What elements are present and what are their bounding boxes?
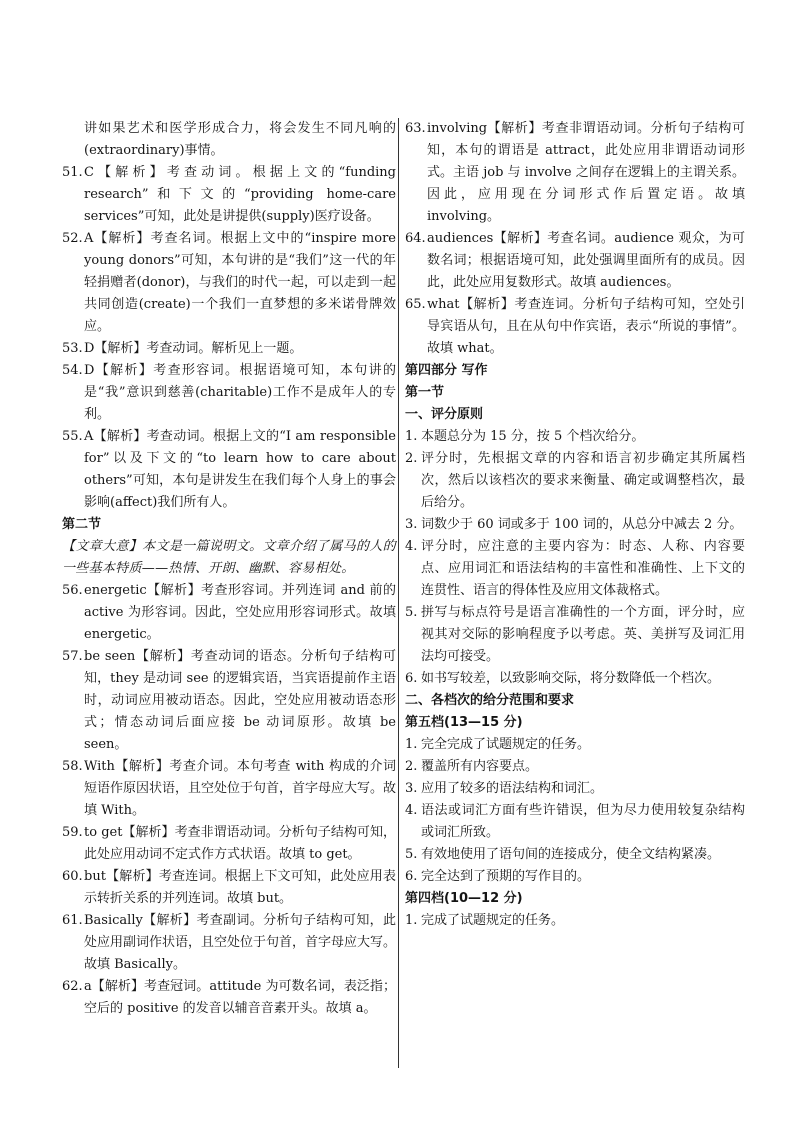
answer-item	[62, 338, 396, 360]
answer-item	[62, 162, 396, 228]
item-number: 64.	[405, 231, 426, 246]
criteria-item	[405, 778, 745, 800]
item-text: Basically【解析】考查副词。分析句子结构可知，此处应用副词作状语，且空处位于句首，首字母应大写。故填 Basically。	[84, 913, 397, 972]
item-text: 评分时，应注意的主要内容为：时态、人称、内容要点、应用词汇和语法结构的丰富性和准确性、上下文的连贯性、语言的得体性及应用文体裁格式。	[421, 539, 745, 598]
answer-item	[405, 118, 745, 228]
item-text: 词数少于 60 词或多于 100 词的，从总分中减去 2 分。	[421, 517, 743, 532]
levels-heading: 二、各档次的给分范围和要求	[405, 693, 575, 708]
answer-item	[62, 228, 396, 338]
item-text: 如书写较差，以致影响交际，将分数降低一个档次。	[421, 671, 721, 686]
answer-item	[405, 228, 745, 294]
item-text: C【解析】考查动词。根据上文的“funding research”和下文的“providing home-care services”可知，此处是讲提供(supply)医疗设备。	[84, 165, 396, 224]
principle-item	[405, 668, 745, 690]
item-text: A【解析】考查动词。根据上文的“I am responsible for”以及下文的“to learn how to care about others”可知，本句是讲发生在我们每个人身上的事会影响(affect)我们所有人。	[84, 429, 396, 510]
item-text: audiences【解析】考查名词。audience 观众，为可数名词；根据语境可知，此处强调里面所有的成员。因此，此处应用复数形式。故填 audiences。	[427, 231, 745, 290]
criteria-item	[405, 734, 745, 756]
column-divider	[398, 118, 399, 1068]
item-text: D【解析】考查动词。解析见上一题。	[84, 341, 303, 356]
item-text: 拼写与标点符号是语言准确性的一个方面，评分时，应视其对交际的影响程度予以考虑。英、美拼写及词汇用法均可接受。	[421, 605, 745, 664]
item-number: 3.	[405, 517, 418, 532]
item-number: 61.	[62, 913, 83, 928]
item-number: 57.	[62, 649, 83, 664]
criteria-item	[405, 800, 745, 844]
right-column	[405, 118, 745, 932]
answer-item	[62, 580, 396, 646]
item-number: 59.	[62, 825, 83, 840]
item-text: 应用了较多的语法结构和词汇。	[421, 781, 604, 796]
principles-heading: 一、评分原则	[405, 407, 484, 422]
answer-item	[62, 360, 396, 426]
item-number: 6.	[405, 671, 418, 686]
item-number: 60.	[62, 869, 83, 884]
item-number: 52.	[62, 231, 83, 246]
item-number: 2.	[405, 451, 418, 466]
answer-item	[62, 646, 396, 756]
criteria-item	[405, 910, 745, 932]
item-number: 6.	[405, 869, 418, 884]
item-text: 语法或词汇方面有些许错误，但为尽力使用较复杂结构或词汇所致。	[421, 803, 745, 840]
item-text: 完全完成了试题规定的任务。	[421, 737, 591, 752]
answer-item	[62, 976, 396, 1020]
item-text: 评分时，先根据文章的内容和语言初步确定其所属档次，然后以该档次的要求来衡量、确定或调整档次，最后给分。	[421, 451, 745, 510]
item-number: 1.	[405, 913, 418, 928]
item-text: 覆盖所有内容要点。	[421, 759, 539, 774]
level-5-title: 第五档(13—15 分)	[405, 715, 523, 730]
item-text: 有效地使用了语句间的连接成分，使全文结构紧凑。	[421, 847, 721, 862]
item-text: a【解析】考查冠词。attitude 为可数名词，表泛指；空后的 positive 的发音以辅音音素开头。故填 a。	[84, 979, 396, 1016]
article-summary: 【文章大意】本文是一篇说明文。文章介绍了属马的人的一些基本特质——热情、开朗、幽默、容易相处。	[62, 539, 396, 576]
answer-item	[405, 294, 745, 360]
item-text: 完全达到了预期的写作目的。	[421, 869, 591, 884]
item-text: A【解析】考查名词。根据上文中的“inspire more young donors”可知，本句讲的是“我们”这一代的年轻捐赠者(donor)，与我们的时代一起，可以走到一起共同创造(create)一个我们一直梦想的多米诺骨牌效应。	[84, 231, 396, 334]
principle-item	[405, 602, 745, 668]
item-number: 4.	[405, 803, 418, 818]
answer-item	[62, 910, 396, 976]
item-text: be seen【解析】考查动词的语态。分析句子结构可知，they 是动词 see 的逻辑宾语，当宾语提前作主语时，动词应用被动语态。因此，空处应用被动语态形式；情态动词后面应接 be 动词原形。故填 be seen。	[84, 649, 396, 752]
item-number: 56.	[62, 583, 83, 598]
principle-item	[405, 514, 745, 536]
principle-item	[405, 426, 745, 448]
item-number: 65.	[405, 297, 426, 312]
answer-item	[62, 426, 396, 514]
criteria-item	[405, 756, 745, 778]
item-number: 51.	[62, 165, 83, 180]
left-column	[62, 118, 396, 1020]
continued-paragraph: 讲如果艺术和医学形成合力，将会发生不同凡响的(extraordinary)事情。	[84, 121, 396, 158]
item-number: 63.	[405, 121, 426, 136]
principle-item	[405, 536, 745, 602]
level-4-title: 第四档(10—12 分)	[405, 891, 523, 906]
criteria-item	[405, 866, 745, 888]
item-text: With【解析】考查介词。本句考查 with 构成的介词短语作原因状语，且空处位于句首，首字母应大写。故填 With。	[84, 759, 397, 818]
item-number: 1.	[405, 429, 418, 444]
item-number: 4.	[405, 539, 418, 554]
item-number: 3.	[405, 781, 418, 796]
answer-item	[62, 756, 396, 822]
item-number: 54.	[62, 363, 83, 378]
answer-item	[62, 866, 396, 910]
item-number: 2.	[405, 759, 418, 774]
item-number: 55.	[62, 429, 83, 444]
item-number: 62.	[62, 979, 83, 994]
item-text: energetic【解析】考查形容词。并列连词 and 前的 active 为形容词。因此，空处应用形容词形式。故填 energetic。	[84, 583, 396, 642]
section-1-title: 第一节	[405, 385, 445, 400]
item-text: 完成了试题规定的任务。	[421, 913, 565, 928]
item-text: involving【解析】考查非谓语动词。分析句子结构可知，本句的谓语是 attract，此处应用非谓语动词形式。主语 job 与 involve 之间存在逻辑上的主谓关系。因此，应用现在分词形式作后置定语。故填 involving。	[427, 121, 745, 224]
item-number: 5.	[405, 605, 418, 620]
item-text: 本题总分为 15 分，按 5 个档次给分。	[421, 429, 645, 444]
section-2-title: 第二节	[62, 517, 102, 532]
item-number: 53.	[62, 341, 83, 356]
answer-item	[62, 822, 396, 866]
item-text: to get【解析】考查非谓语动词。分析句子结构可知，此处应用动词不定式作方式状语。故填 to get。	[84, 825, 396, 862]
item-number: 1.	[405, 737, 418, 752]
item-text: but【解析】考查连词。根据上下文可知，此处应用表示转折关系的并列连词。故填 but。	[84, 869, 396, 906]
part-4-title: 第四部分 写作	[405, 363, 488, 378]
principle-item	[405, 448, 745, 514]
item-text: what【解析】考查连词。分析句子结构可知，空处引导宾语从句，且在从句中作宾语，表示“所说的事情”。故填 what。	[427, 297, 745, 356]
item-number: 58.	[62, 759, 83, 774]
item-text: D【解析】考查形容词。根据语境可知，本句讲的是“我”意识到慈善(charitable)工作不是成年人的专利。	[84, 363, 396, 422]
item-number: 5.	[405, 847, 418, 862]
criteria-item	[405, 844, 745, 866]
